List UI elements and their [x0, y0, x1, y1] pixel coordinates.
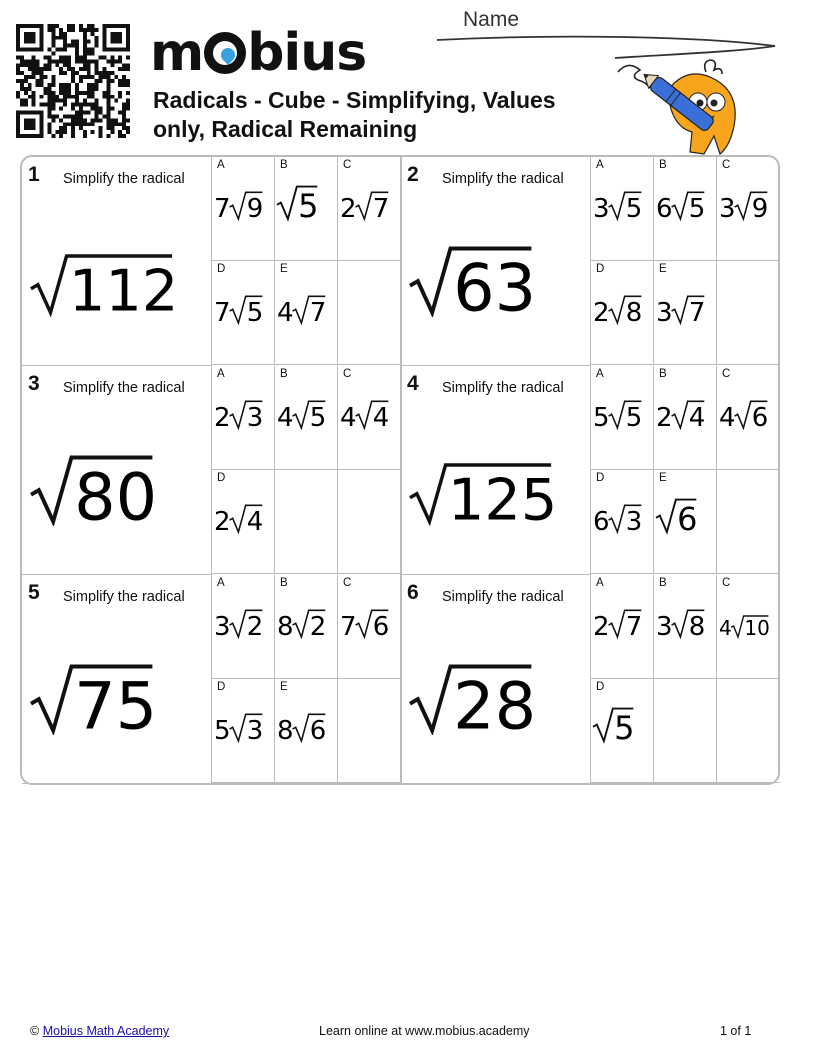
- problem-number: 4: [407, 372, 419, 395]
- option-radical: [655, 496, 717, 536]
- option-label: D: [217, 681, 226, 693]
- problem-radical-expression: [30, 635, 210, 735]
- answer-option-a[interactable]: [212, 366, 275, 470]
- option-label: C: [343, 159, 352, 171]
- option-coefficient: 3: [656, 612, 673, 641]
- radicand: 4: [372, 403, 390, 432]
- mobius-logo: m bius: [150, 23, 367, 83]
- footer-copyright: © Mobius Math Academy: [30, 1024, 170, 1038]
- option-label: B: [280, 368, 288, 380]
- empty-option-cell: [654, 679, 717, 783]
- option-radical: [339, 601, 401, 641]
- option-radical: [276, 601, 338, 641]
- option-radical: [339, 392, 401, 432]
- empty-option-cell: [717, 261, 780, 365]
- radicand: 4: [688, 403, 706, 432]
- radicand: 5: [309, 403, 327, 432]
- option-radical: [213, 601, 275, 641]
- problem-number: 2: [407, 163, 419, 186]
- problem-prompt: Simplify the radical: [442, 171, 564, 187]
- problem-prompt: Simplify the radical: [63, 171, 185, 187]
- answer-option-e[interactable]: [654, 470, 717, 574]
- problem-radical-expression: [30, 426, 210, 526]
- problem-radical-expression: [409, 217, 589, 317]
- option-label: E: [659, 263, 667, 275]
- radicand: 75: [74, 668, 158, 735]
- radicand: 63: [453, 250, 537, 317]
- answer-option-e[interactable]: [654, 261, 717, 365]
- academy-link[interactable]: Mobius Math Academy: [42, 1024, 170, 1038]
- option-coefficient: 6: [656, 194, 673, 223]
- answer-option-d[interactable]: [212, 261, 275, 365]
- option-label: C: [722, 577, 731, 589]
- option-label: A: [596, 577, 604, 589]
- option-radical: [276, 287, 338, 327]
- radicand: 8: [625, 298, 643, 327]
- option-coefficient: 5: [593, 403, 610, 432]
- option-coefficient: 5: [214, 716, 231, 745]
- logo-drop-icon: [204, 32, 246, 74]
- option-radical: [592, 705, 654, 745]
- radicand: 28: [453, 668, 537, 735]
- problem-6-question: [401, 575, 591, 784]
- option-coefficient: 8: [277, 716, 294, 745]
- option-radical: [592, 392, 654, 432]
- option-coefficient: 2: [214, 403, 231, 432]
- option-radical: [655, 392, 717, 432]
- radicand: 5: [625, 403, 643, 432]
- answer-option-c[interactable]: [717, 366, 780, 470]
- radicand: 5: [614, 709, 635, 745]
- problem-prompt: Simplify the radical: [63, 380, 185, 396]
- option-label: B: [280, 159, 288, 171]
- answer-option-b[interactable]: [275, 366, 338, 470]
- answer-option-a[interactable]: [591, 157, 654, 261]
- radicand: 6: [751, 403, 769, 432]
- radicand: 6: [372, 612, 390, 641]
- radicand: 9: [246, 194, 264, 223]
- answer-option-b[interactable]: [654, 157, 717, 261]
- answer-option-d[interactable]: [591, 679, 654, 783]
- problem-radical-expression: [409, 635, 589, 735]
- problem-radical-expression: [30, 217, 210, 317]
- radicand: 2: [309, 612, 327, 641]
- problems-grid: [20, 155, 780, 785]
- option-label: B: [659, 577, 667, 589]
- option-label: A: [217, 159, 225, 171]
- option-radical: [655, 287, 717, 327]
- option-label: D: [596, 263, 605, 275]
- option-coefficient: 8: [277, 612, 294, 641]
- mascot-illustration: [610, 50, 760, 160]
- option-coefficient: 2: [340, 194, 357, 223]
- option-coefficient: 2: [656, 403, 673, 432]
- radicand: 5: [298, 187, 319, 223]
- empty-option-cell: [717, 679, 780, 783]
- option-radical: [655, 183, 717, 223]
- name-label: Name: [463, 8, 520, 31]
- option-coefficient: 3: [593, 194, 610, 223]
- option-coefficient: 7: [214, 194, 231, 223]
- option-label: D: [217, 472, 226, 484]
- answer-option-c[interactable]: [717, 575, 780, 679]
- footer-center-text: Learn online at www.mobius.academy: [319, 1024, 530, 1038]
- option-label: A: [596, 368, 604, 380]
- problem-number: 6: [407, 581, 419, 604]
- answer-option-e[interactable]: [275, 679, 338, 783]
- empty-option-cell: [338, 679, 401, 783]
- problem-radical-expression: [409, 426, 589, 526]
- problem-prompt: Simplify the radical: [63, 589, 185, 605]
- answer-option-c[interactable]: [717, 157, 780, 261]
- option-label: B: [659, 159, 667, 171]
- option-coefficient: 2: [593, 298, 610, 327]
- option-radical: [276, 705, 338, 745]
- answer-option-c[interactable]: [338, 575, 401, 679]
- answer-option-a[interactable]: [212, 157, 275, 261]
- empty-option-cell: [717, 470, 780, 574]
- answer-option-b[interactable]: [654, 575, 717, 679]
- option-radical: [276, 392, 338, 432]
- radicand: 7: [309, 298, 327, 327]
- problem-4-question: [401, 366, 591, 575]
- option-radical: [213, 705, 275, 745]
- problem-1-question: [22, 157, 212, 366]
- option-radical: [213, 392, 275, 432]
- problem-prompt: Simplify the radical: [442, 589, 564, 605]
- option-radical: [592, 287, 654, 327]
- option-label: E: [280, 263, 288, 275]
- option-label: A: [217, 368, 225, 380]
- radicand: 2: [246, 612, 264, 641]
- option-radical: [592, 601, 654, 641]
- empty-option-cell: [338, 261, 401, 365]
- footer-page-number: 1 of 1: [720, 1024, 752, 1038]
- radicand: 80: [74, 459, 158, 526]
- option-coefficient: 3: [214, 612, 231, 641]
- option-coefficient: 4: [340, 403, 357, 432]
- option-coefficient: 7: [214, 298, 231, 327]
- radicand: 10: [744, 616, 770, 640]
- answer-option-b[interactable]: [275, 157, 338, 261]
- option-coefficient: 2: [593, 612, 610, 641]
- radicand: 3: [246, 716, 264, 745]
- option-label: B: [659, 368, 667, 380]
- answer-option-b[interactable]: [654, 366, 717, 470]
- answer-option-d[interactable]: [212, 470, 275, 574]
- radicand: 5: [625, 194, 643, 223]
- radicand: 9: [751, 194, 769, 223]
- problem-2-question: [401, 157, 591, 366]
- radicand: 7: [372, 194, 390, 223]
- option-coefficient: 2: [214, 507, 231, 536]
- option-coefficient: 7: [340, 612, 357, 641]
- radicand: 3: [246, 403, 264, 432]
- empty-option-cell: [275, 470, 338, 574]
- problem-5-question: [22, 575, 212, 784]
- option-label: E: [659, 472, 667, 484]
- option-radical: [276, 183, 338, 223]
- problem-number: 1: [28, 163, 40, 186]
- option-label: C: [343, 577, 352, 589]
- option-label: C: [722, 368, 731, 380]
- option-radical: [213, 496, 275, 536]
- answer-option-e[interactable]: [275, 261, 338, 365]
- option-label: A: [596, 159, 604, 171]
- radicand: 112: [68, 257, 179, 317]
- radicand: 125: [447, 466, 558, 526]
- worksheet-title: Radicals - Cube - Simplifying, Values only, Radical Remaining: [153, 87, 556, 142]
- radicand: 5: [246, 298, 264, 327]
- radicand: 8: [688, 612, 706, 641]
- option-label: D: [596, 472, 605, 484]
- option-coefficient: 3: [719, 194, 736, 223]
- answer-option-a[interactable]: [591, 575, 654, 679]
- option-radical: [718, 183, 780, 223]
- option-radical: [339, 183, 401, 223]
- qr-code: [16, 24, 130, 138]
- option-coefficient: 6: [593, 507, 610, 536]
- option-coefficient: 4: [719, 403, 736, 432]
- radicand: 6: [309, 716, 327, 745]
- answer-option-b[interactable]: [275, 575, 338, 679]
- option-label: D: [217, 263, 226, 275]
- option-radical: [718, 392, 780, 432]
- problem-prompt: Simplify the radical: [442, 380, 564, 396]
- problem-number: 5: [28, 581, 40, 604]
- option-radical: [213, 287, 275, 327]
- answer-option-a[interactable]: [212, 575, 275, 679]
- option-label: C: [343, 368, 352, 380]
- answer-option-c[interactable]: [338, 366, 401, 470]
- option-label: D: [596, 681, 605, 693]
- radicand: 7: [625, 612, 643, 641]
- radicand: 5: [688, 194, 706, 223]
- option-radical: [592, 183, 654, 223]
- option-label: B: [280, 577, 288, 589]
- radicand: 3: [625, 507, 643, 536]
- option-label: C: [722, 159, 731, 171]
- option-radical: [213, 183, 275, 223]
- option-radical: [718, 601, 780, 641]
- answer-option-d[interactable]: [591, 261, 654, 365]
- option-coefficient: 4: [719, 616, 732, 640]
- problem-number: 3: [28, 372, 40, 395]
- option-label: A: [217, 577, 225, 589]
- radicand: 4: [246, 507, 264, 536]
- option-radical: [655, 601, 717, 641]
- column-divider: [400, 157, 402, 783]
- answer-option-d[interactable]: [212, 679, 275, 783]
- answer-option-c[interactable]: [338, 157, 401, 261]
- empty-option-cell: [338, 470, 401, 574]
- option-coefficient: 4: [277, 298, 294, 327]
- answer-option-a[interactable]: [591, 366, 654, 470]
- option-label: E: [280, 681, 288, 693]
- option-radical: [592, 496, 654, 536]
- option-coefficient: 4: [277, 403, 294, 432]
- option-coefficient: 3: [656, 298, 673, 327]
- radicand: 6: [677, 500, 698, 536]
- radicand: 7: [688, 298, 706, 327]
- problem-3-question: [22, 366, 212, 575]
- answer-option-d[interactable]: [591, 470, 654, 574]
